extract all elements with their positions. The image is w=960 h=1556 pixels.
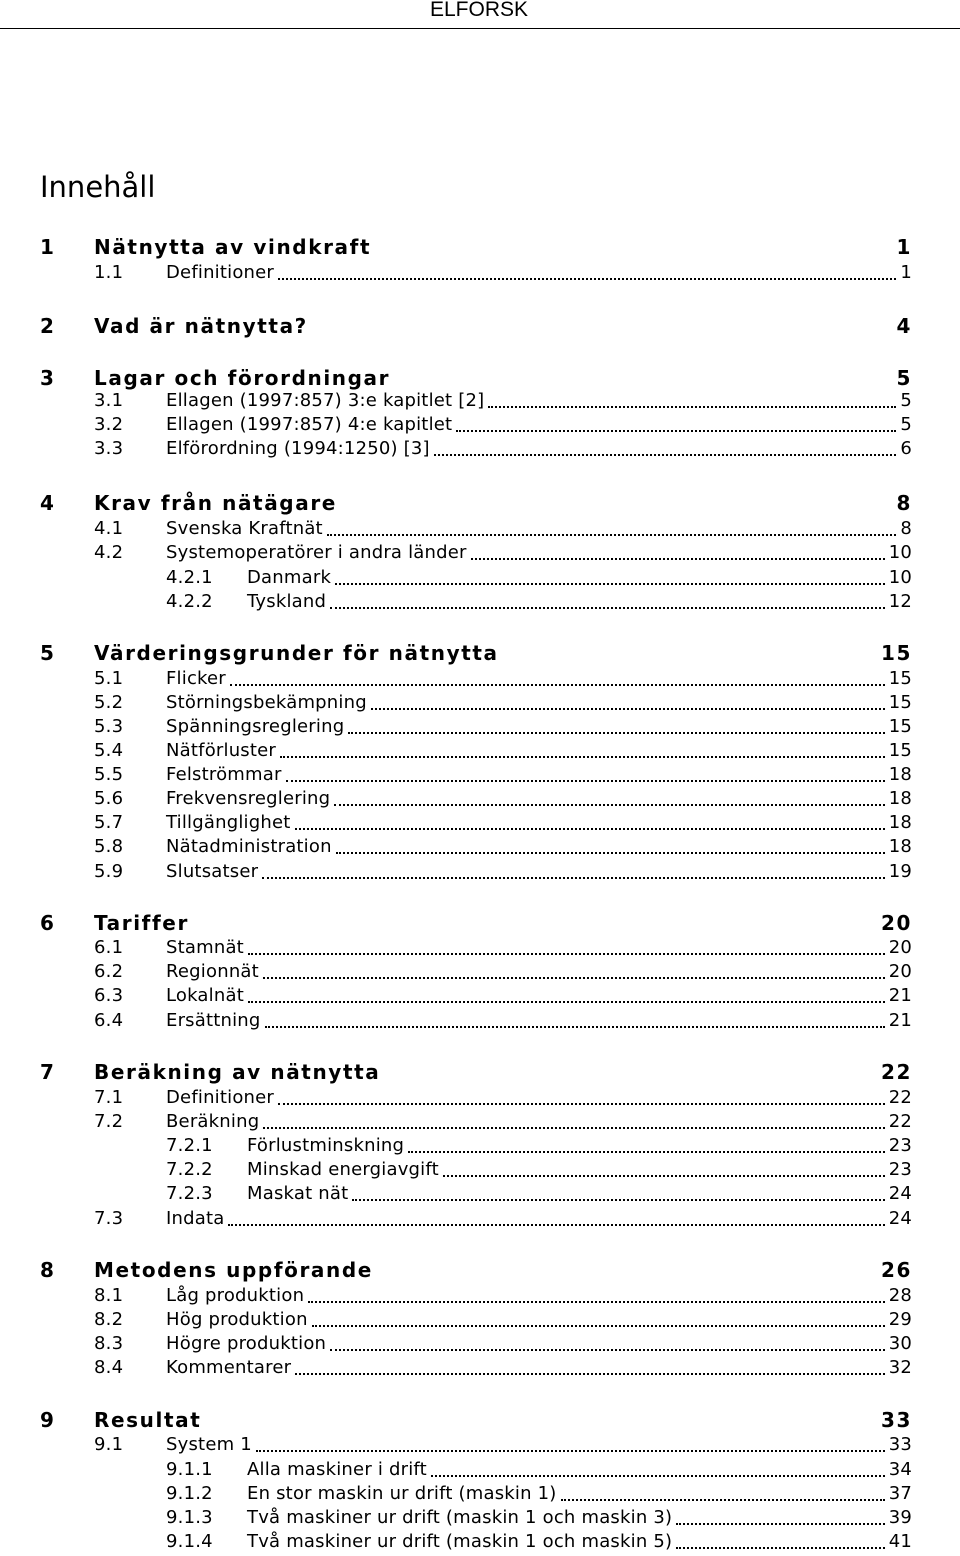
toc-entry-title: Låg produktion [166,1285,305,1306]
toc-entry-number: 4.2 [94,542,124,563]
dot-leader [263,961,885,979]
toc-entry-title: Spänningsreglering [166,716,345,737]
toc-entry-page: 34 [888,1459,912,1480]
toc-entry-number: 6.2 [94,961,124,982]
toc-entry-title: Krav från nätägare [94,491,337,515]
toc-entry-page: 20 [880,911,912,935]
toc-entry[interactable] [0,567,960,591]
toc-entry[interactable] [0,641,960,665]
toc-entry-page: 1 [896,235,912,259]
dot-leader [334,788,885,806]
toc-entry-number: 3.3 [94,438,124,459]
toc-entry[interactable] [0,740,960,764]
toc-entry-number: 3.1 [94,390,124,411]
toc-entry-title: Minskad energiavgift [247,1159,439,1180]
toc-entry-title: Definitioner [166,1087,275,1108]
dot-leader [676,1531,885,1549]
toc-entry-number: 9.1.2 [166,1483,213,1504]
toc-heading: Innehåll [40,170,156,204]
toc-entry-title: Stamnät [166,937,244,958]
toc-entry[interactable] [0,911,960,935]
toc-entry[interactable] [0,961,960,985]
toc-entry[interactable] [0,692,960,716]
dot-leader [676,1507,885,1525]
toc-entry-number: 9.1 [94,1434,124,1455]
toc-entry-page: 24 [888,1183,912,1204]
toc-entry[interactable] [0,937,960,961]
toc-entry[interactable] [0,518,960,542]
dot-leader [286,764,885,782]
toc-entry-title: Tyskland [247,591,327,612]
toc-entry-number: 4.2.1 [166,567,213,588]
toc-entry[interactable] [0,1309,960,1333]
toc-entry-number: 7.2.2 [166,1159,213,1180]
toc-entry-title: Förlustminskning [247,1135,405,1156]
toc-entry-page: 15 [888,668,912,689]
toc-entry-number: 7.3 [94,1208,124,1229]
toc-entry-title: Tariffer [94,911,189,935]
toc-entry-number: 5.8 [94,836,124,857]
toc-entry[interactable] [0,1434,960,1458]
toc-entry-title: Resultat [94,1408,202,1432]
toc-entry[interactable] [0,1159,960,1183]
dot-leader [443,1159,885,1177]
dot-leader [248,937,885,955]
toc-entry-title: Flicker [166,668,226,689]
toc-entry-number: 4 [40,491,56,515]
toc-entry-page: 20 [888,961,912,982]
toc-entry-number: 7.2.3 [166,1183,213,1204]
toc-entry-number: 8.1 [94,1285,124,1306]
toc-entry-title: Två maskiner ur drift (maskin 1 och maskin 3) [247,1507,673,1528]
toc-entry-page: 23 [888,1159,912,1180]
toc-entry-page: 22 [888,1087,912,1108]
toc-entry-page: 10 [888,567,912,588]
toc-entry-number: 3 [40,366,56,390]
toc-entry-page: 29 [888,1309,912,1330]
dot-leader [308,1285,885,1303]
toc-entry-page: 19 [888,861,912,882]
toc-entry-number: 5 [40,641,56,665]
toc-entry-title: Beräkning [166,1111,260,1132]
toc-entry[interactable] [0,1408,960,1432]
toc-entry-number: 6.3 [94,985,124,1006]
toc-entry-number: 2 [40,314,56,338]
dot-leader [488,390,896,408]
toc-entry-number: 4.2.2 [166,591,213,612]
toc-entry-title: Nätadministration [166,836,332,857]
toc-entry[interactable] [0,542,960,566]
toc-entry-number: 5.4 [94,740,124,761]
toc-entry-number: 9 [40,1408,56,1432]
dot-leader [335,567,885,585]
toc-entry-page: 15 [888,716,912,737]
toc-entry-page: 10 [888,542,912,563]
toc-entry-title: Vad är nätnytta? [94,314,308,338]
toc-entry-page: 18 [888,836,912,857]
toc-entry-page: 1 [900,262,912,283]
toc-entry[interactable] [0,668,960,692]
toc-entry[interactable] [0,1111,960,1135]
toc-entry-page: 24 [888,1208,912,1229]
toc-entry[interactable] [0,1010,960,1034]
dot-leader [348,716,885,734]
toc-entry-page: 41 [888,1531,912,1552]
toc-entry[interactable] [0,716,960,740]
toc-entry-page: 22 [888,1111,912,1132]
toc-entry-number: 7.2 [94,1111,124,1132]
toc-entry-page: 26 [880,1258,912,1282]
toc-entry-page: 15 [888,692,912,713]
toc-entry-number: 7 [40,1060,56,1084]
toc-entry[interactable] [0,491,960,515]
toc-entry[interactable] [0,788,960,812]
toc-entry[interactable] [0,262,960,286]
toc-entry-title: Danmark [247,567,332,588]
toc-entry-number: 7.1 [94,1087,124,1108]
dot-leader [408,1135,885,1153]
toc-entry-number: 9.1.1 [166,1459,213,1480]
toc-entry[interactable] [0,1483,960,1507]
dot-leader [561,1483,885,1501]
toc-entry-number: 5.2 [94,692,124,713]
toc-entry-number: 8.4 [94,1357,124,1378]
dot-leader [330,591,885,609]
toc-entry-page: 15 [888,740,912,761]
dot-leader [263,1111,885,1129]
toc-entry-number: 5.1 [94,668,124,689]
toc-entry[interactable] [0,438,960,462]
toc-entry[interactable] [0,591,960,615]
toc-entry-title: Störningsbekämpning [166,692,367,713]
toc-entry-title: Felströmmar [166,764,282,785]
toc-entry[interactable] [0,1135,960,1159]
toc-entry[interactable] [0,1333,960,1357]
toc-entry-title: Maskat nät [247,1183,349,1204]
toc-entry-number: 4.1 [94,518,124,539]
dot-leader [471,542,885,560]
toc-entry[interactable] [0,1060,960,1084]
toc-entry-page: 15 [880,641,912,665]
toc-entry-page: 6 [900,438,912,459]
toc-entry-title: Slutsatser [166,861,259,882]
toc-entry-page: 21 [888,1010,912,1031]
toc-entry-title: Nätförluster [166,740,277,761]
toc-entry-title: Beräkning av nätnytta [94,1060,381,1084]
toc-entry-title: Frekvensreglering [166,788,331,809]
header-title: ELFORSK [430,0,529,21]
toc-entry-page: 18 [888,764,912,785]
toc-entry-title: Alla maskiner i drift [247,1459,427,1480]
toc-entry-title: Indata [166,1208,225,1229]
toc-entry[interactable] [0,366,960,390]
dot-leader [431,1459,885,1477]
toc-entry-title: Hög produktion [166,1309,308,1330]
toc-entry-title: Regionnät [166,961,259,982]
toc-entry[interactable] [0,235,960,259]
toc-entry-page: 21 [888,985,912,1006]
dot-leader [230,668,885,686]
dot-leader [434,438,896,456]
toc-entry-page: 5 [900,414,912,435]
toc-entry-number: 5.5 [94,764,124,785]
toc-entry-number: 5.9 [94,861,124,882]
toc-entry-page: 33 [888,1434,912,1455]
toc-entry[interactable] [0,1208,960,1232]
toc-entry-title: Nätnytta av vindkraft [94,235,372,259]
toc-entry-number: 5.3 [94,716,124,737]
toc-entry-title: Två maskiner ur drift (maskin 1 och maskin 5) [247,1531,673,1552]
toc-entry[interactable] [0,1507,960,1531]
toc-entry[interactable] [0,764,960,788]
toc-entry[interactable] [0,1285,960,1309]
toc-entry-title: Ersättning [166,1010,261,1031]
toc-entry[interactable] [0,1459,960,1483]
dot-leader [265,1010,885,1028]
dot-leader [278,1087,885,1105]
toc-entry-page: 5 [900,390,912,411]
toc-entry[interactable] [0,1531,960,1555]
dot-leader [352,1183,885,1201]
toc-entry-title: Ellagen (1997:857) 3:e kapitlet [2] [166,390,485,411]
toc-entry-title: Lokalnät [166,985,244,1006]
toc-entry-number: 6 [40,911,56,935]
dot-leader [295,812,885,830]
toc-entry-page: 23 [888,1135,912,1156]
toc-entry-title: Kommentarer [166,1357,292,1378]
toc-entry[interactable] [0,985,960,1009]
toc-entry[interactable] [0,390,960,414]
toc-entry-number: 8 [40,1258,56,1282]
toc-entry-page: 28 [888,1285,912,1306]
toc-entry-title: Systemoperatörer i andra länder [166,542,467,563]
toc-entry-number: 7.2.1 [166,1135,213,1156]
toc-entry-title: Elförordning (1994:1250) [3] [166,438,430,459]
toc-entry-title: Metodens uppförande [94,1258,373,1282]
toc-entry-page: 8 [896,491,912,515]
dot-leader [371,692,885,710]
toc-entry-page: 22 [880,1060,912,1084]
toc-entry-page: 4 [896,314,912,338]
toc-entry-page: 30 [888,1333,912,1354]
dot-leader [256,1434,885,1452]
toc-entry-page: 18 [888,788,912,809]
toc-entry-number: 1.1 [94,262,124,283]
toc-entry[interactable] [0,812,960,836]
toc-entry-title: Definitioner [166,262,275,283]
toc-entry-title: Svenska Kraftnät [166,518,323,539]
toc-entry-page: 12 [888,591,912,612]
dot-leader [295,1357,885,1375]
toc-entry[interactable] [0,1183,960,1207]
toc-entry-page: 32 [888,1357,912,1378]
toc-entry-page: 18 [888,812,912,833]
dot-leader [278,262,896,280]
toc-entry[interactable] [0,836,960,860]
toc-entry-number: 8.3 [94,1333,124,1354]
toc-entry-title: Värderingsgrunder för nätnytta [94,641,499,665]
toc-entry-page: 5 [896,366,912,390]
toc-entry-number: 8.2 [94,1309,124,1330]
toc-entry-number: 3.2 [94,414,124,435]
toc-entry-number: 9.1.4 [166,1531,213,1552]
toc-entry[interactable] [0,414,960,438]
dot-leader [312,1309,885,1327]
toc-entry-number: 6.4 [94,1010,124,1031]
toc-entry-number: 9.1.3 [166,1507,213,1528]
dot-leader [248,985,885,1003]
dot-leader [262,861,885,879]
toc-entry-title: Lagar och förordningar [94,366,391,390]
toc-entry-title: Tillgänglighet [166,812,291,833]
toc-entry-page: 39 [888,1507,912,1528]
toc-entry-title: System 1 [166,1434,252,1455]
toc-entry[interactable] [0,1087,960,1111]
toc-entry-page: 37 [888,1483,912,1504]
toc-entry[interactable] [0,314,960,338]
toc-entry-number: 6.1 [94,937,124,958]
toc-entry-number: 1 [40,235,56,259]
toc-entry[interactable] [0,861,960,885]
toc-entry-number: 5.7 [94,812,124,833]
toc-entry-title: Ellagen (1997:857) 4:e kapitlet [166,414,453,435]
toc-entry-page: 33 [880,1408,912,1432]
toc-entry-title: En stor maskin ur drift (maskin 1) [247,1483,557,1504]
toc-entry-number: 5.6 [94,788,124,809]
toc-entry-title: Högre produktion [166,1333,327,1354]
toc-entry[interactable] [0,1258,960,1282]
toc-entry-page: 20 [888,937,912,958]
dot-leader [330,1333,885,1351]
dot-leader [327,518,896,536]
dot-leader [280,740,885,758]
dot-leader [456,414,896,432]
toc-entry[interactable] [0,1357,960,1381]
dot-leader [228,1208,885,1226]
toc-entry-page: 8 [900,518,912,539]
dot-leader [336,836,885,854]
